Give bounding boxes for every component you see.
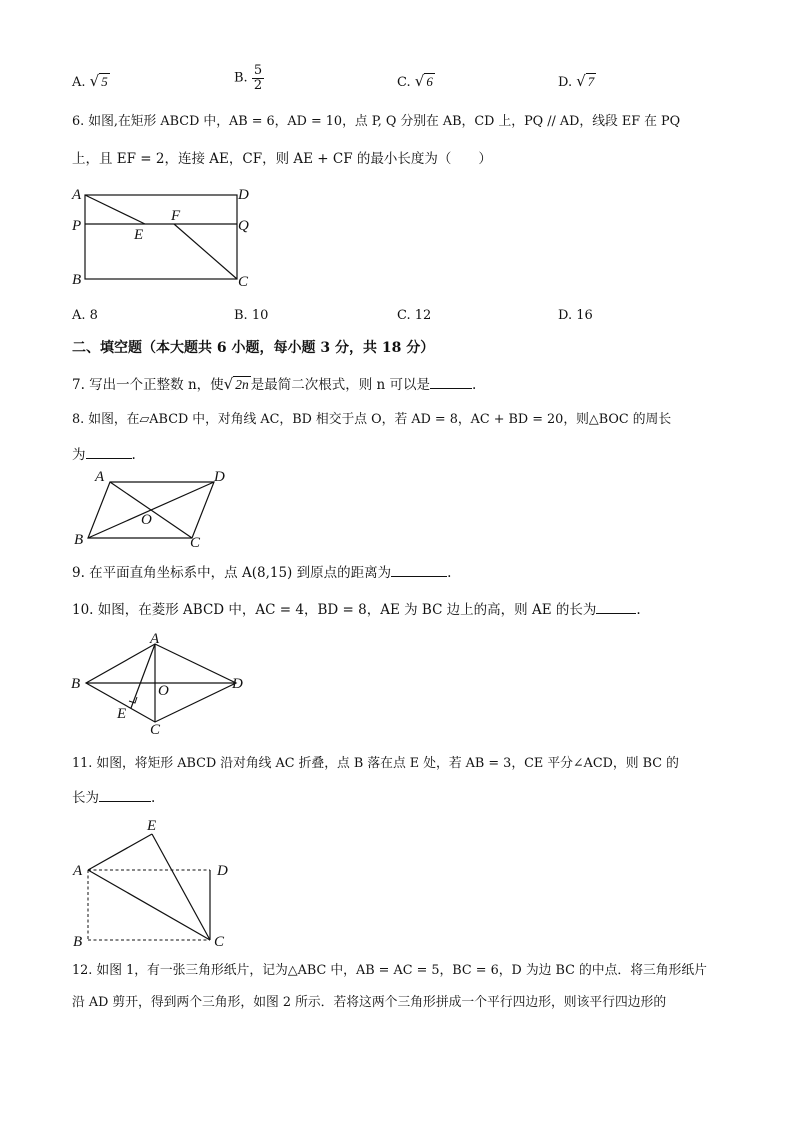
q8-text-pre: 为 bbox=[72, 447, 86, 463]
radicand: 7 bbox=[587, 74, 595, 89]
label-c: C bbox=[150, 722, 161, 736]
q8-line1: 8. 如图，在▱ABCD 中，对角线 AC，BD 相交于点 O，若 AD = 8，AC + BD = 20，则△BOC 的周长 bbox=[72, 412, 672, 427]
label-e: E bbox=[134, 227, 144, 243]
radicand: 6 bbox=[426, 74, 433, 89]
q12-line1: 12. 如图 1，有一张三角形纸片，记为△ABC 中，AB = AC = 5，BC = 6，D 为边 BC 的中点．将三角形纸片 bbox=[72, 963, 707, 978]
q10-line bbox=[72, 599, 641, 619]
diagonal-ac bbox=[88, 870, 210, 940]
q6-rectangle-figure bbox=[66, 180, 256, 292]
q7-line bbox=[72, 374, 476, 394]
label-b: B bbox=[72, 272, 82, 288]
q6-line2: 上，且 EF = 2，连接 AE，CF，则 AE + CF 的最小长度为（ ） bbox=[72, 151, 492, 167]
answer-blank bbox=[99, 787, 151, 802]
q7-text-pre: 7. 写出一个正整数 n，使 bbox=[72, 377, 224, 393]
q5-option-c bbox=[397, 72, 435, 92]
segment-ae bbox=[85, 195, 145, 224]
q11-fold-figure bbox=[66, 812, 256, 950]
q5-option-b bbox=[234, 64, 264, 93]
label-e: E bbox=[147, 818, 157, 834]
q6-option-c: C. 12 bbox=[397, 308, 432, 323]
q10-end: . bbox=[636, 602, 641, 618]
denominator: 2 bbox=[253, 78, 263, 93]
q5-option-d bbox=[558, 72, 596, 92]
segment-ae bbox=[88, 834, 152, 870]
label-a: A bbox=[95, 469, 105, 485]
fraction bbox=[252, 64, 264, 93]
label-d: D bbox=[217, 863, 228, 879]
radicand: 5 bbox=[101, 74, 108, 89]
sqrt-symbol: √ bbox=[89, 72, 100, 90]
q9-end: . bbox=[447, 565, 452, 581]
label-q: Q bbox=[238, 218, 249, 234]
label-e: E bbox=[117, 706, 127, 722]
answer-blank bbox=[430, 374, 472, 389]
segment-ec bbox=[152, 834, 210, 940]
q11-text-pre: 长为 bbox=[72, 790, 99, 806]
sqrt-symbol: √ bbox=[576, 72, 586, 90]
label-d: D bbox=[214, 469, 225, 485]
segment-cf bbox=[174, 224, 237, 279]
q6-option-a: A. 8 bbox=[72, 308, 98, 323]
right-angle-mark bbox=[129, 697, 137, 703]
radicand: 2n bbox=[235, 377, 249, 392]
q7-end: . bbox=[472, 377, 477, 393]
q11-line2 bbox=[72, 787, 155, 807]
option-label: D. bbox=[558, 75, 573, 90]
q8-parallelogram-figure bbox=[66, 462, 246, 552]
label-b: B bbox=[71, 676, 81, 692]
sqrt-symbol: √ bbox=[414, 72, 425, 90]
label-o: O bbox=[141, 512, 152, 528]
option-label: C. bbox=[397, 75, 411, 90]
answer-blank bbox=[596, 599, 636, 614]
label-b: B bbox=[73, 934, 83, 950]
q10-text: 10. 如图，在菱形 ABCD 中，AC = 4，BD = 8，AE 为 BC 边上的高，则 AE 的长为 bbox=[72, 602, 597, 618]
label-d: D bbox=[238, 187, 249, 203]
label-c: C bbox=[214, 934, 225, 950]
q6-option-b: B. 10 bbox=[234, 308, 269, 323]
q5-option-a bbox=[72, 72, 110, 92]
q9-line bbox=[72, 562, 451, 582]
label-a: A bbox=[150, 631, 160, 647]
q6-line1: 6. 如图,在矩形 ABCD 中，AB = 6，AD = 10，点 P, Q 分别在 AB，CD 上，PQ // AD，线段 EF 在 PQ bbox=[72, 114, 681, 129]
height-ae bbox=[131, 644, 155, 708]
rectangle-abcd bbox=[85, 195, 237, 279]
option-label: A. bbox=[72, 75, 86, 90]
q8-end: . bbox=[131, 447, 136, 463]
label-a: A bbox=[73, 863, 83, 879]
label-a: A bbox=[72, 187, 82, 203]
label-c: C bbox=[190, 535, 201, 551]
q10-rhombus-figure bbox=[66, 630, 256, 736]
q8-line2 bbox=[72, 444, 136, 464]
q9-text: 9. 在平面直角坐标系中，点 A(8,15) 到原点的距离为 bbox=[72, 565, 392, 581]
label-p: P bbox=[72, 218, 82, 234]
numerator: 5 bbox=[253, 63, 263, 78]
section-title: 二、填空题（本大题共 6 小题，每小题 3 分，共 18 分） bbox=[72, 340, 435, 356]
label-c: C bbox=[238, 274, 249, 290]
q11-end: . bbox=[151, 790, 156, 806]
q7-text-post: 是最简二次根式，则 n 可以是 bbox=[250, 377, 431, 393]
label-o: O bbox=[158, 683, 169, 699]
label-f: F bbox=[171, 208, 181, 224]
q6-option-d: D. 16 bbox=[558, 308, 593, 323]
option-label: B. bbox=[234, 70, 248, 86]
q12-line2: 沿 AD 剪开，得到两个三角形，如图 2 所示．若将这两个三角形拼成一个平行四边形，则该平行四边形的 bbox=[72, 995, 667, 1010]
label-d: D bbox=[232, 676, 243, 692]
sqrt-symbol: √ bbox=[223, 375, 234, 393]
label-b: B bbox=[74, 532, 84, 548]
q11-line1: 11. 如图，将矩形 ABCD 沿对角线 AC 折叠，点 B 落在点 E 处，若 AB = 3，CE 平分∠ACD，则 BC 的 bbox=[72, 756, 679, 771]
answer-blank bbox=[391, 562, 447, 577]
answer-blank bbox=[86, 444, 132, 459]
